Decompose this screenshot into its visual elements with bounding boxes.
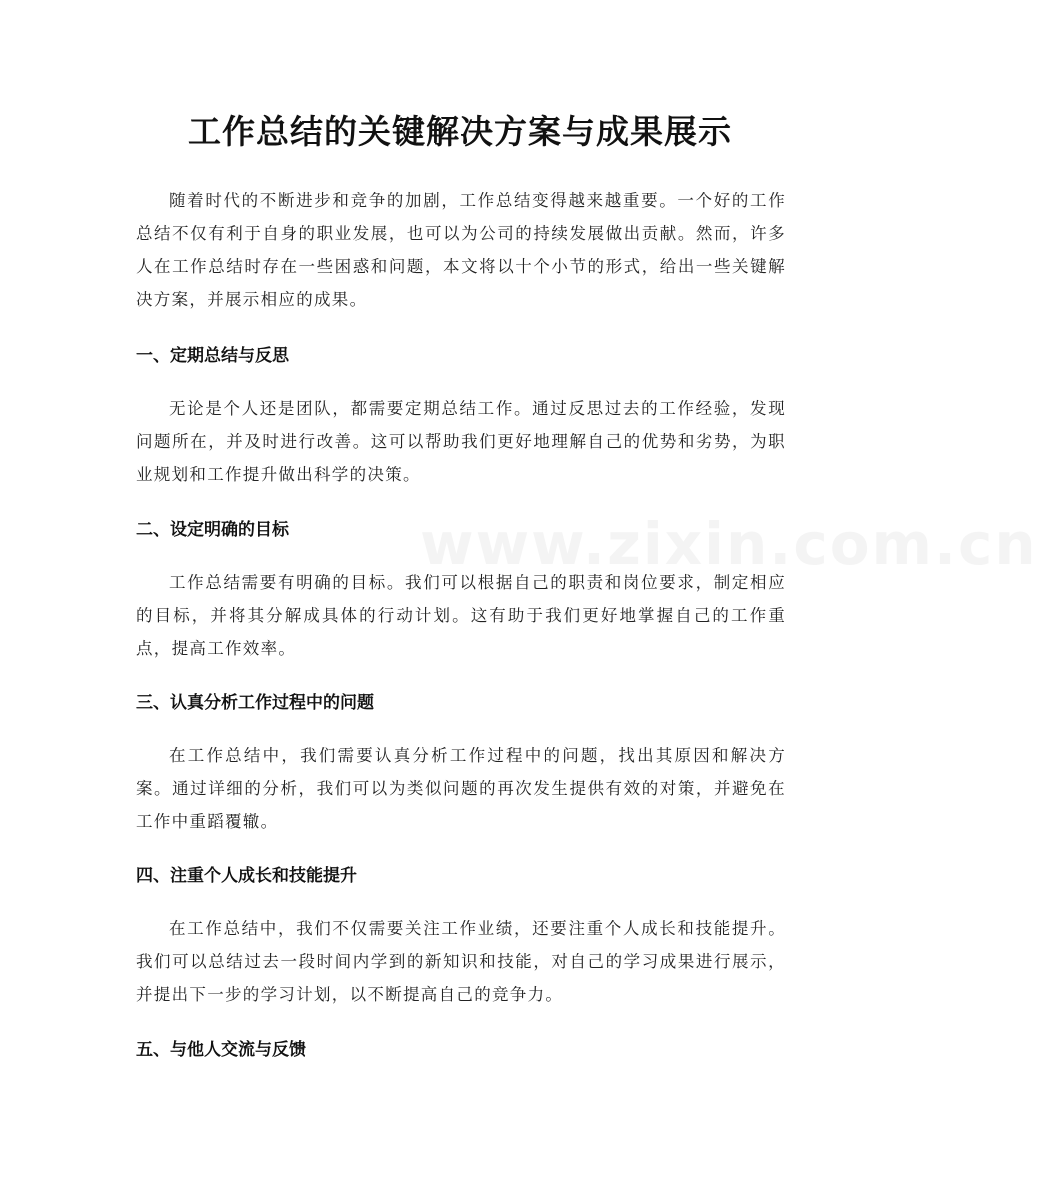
section-heading-2: 二、设定明确的目标 [136,520,289,540]
section-heading-4: 四、注重个人成长和技能提升 [136,866,357,886]
watermark: www.zixin.com.cn [420,510,1038,578]
section-heading-5: 五、与他人交流与反馈 [136,1040,306,1060]
section-paragraph-3: 在工作总结中，我们需要认真分析工作过程中的问题，找出其原因和解决方案。通过详细的分析，我们可以为类似问题的再次发生提供有效的对策，并避免在工作中重蹈覆辙。 [136,746,786,831]
document-title: 工作总结的关键解决方案与成果展示 [188,112,732,151]
section-paragraph-4: 在工作总结中，我们不仅需要关注工作业绩，还要注重个人成长和技能提升。我们可以总结过去一段时间内学到的新知识和技能，对自己的学习成果进行展示，并提出下一步的学习计划，以不断提高自己的竞争力。 [136,919,786,1004]
intro-paragraph: 随着时代的不断进步和竞争的加剧，工作总结变得越来越重要。一个好的工作总结不仅有利于自身的职业发展，也可以为公司的持续发展做出贡献。然而，许多人在工作总结时存在一些困惑和问题，本文将以十个小节的形式，给出一些关键解决方案，并展示相应的成果。 [136,191,786,309]
section-heading-3: 三、认真分析工作过程中的问题 [136,693,374,713]
section-heading-1: 一、定期总结与反思 [136,346,289,366]
section-paragraph-2: 工作总结需要有明确的目标。我们可以根据自己的职责和岗位要求，制定相应的目标，并将其分解成具体的行动计划。这有助于我们更好地掌握自己的工作重点，提高工作效率。 [136,573,786,658]
section-paragraph-1: 无论是个人还是团队，都需要定期总结工作。通过反思过去的工作经验，发现问题所在，并及时进行改善。这可以帮助我们更好地理解自己的优势和劣势，为职业规划和工作提升做出科学的决策。 [136,399,786,484]
